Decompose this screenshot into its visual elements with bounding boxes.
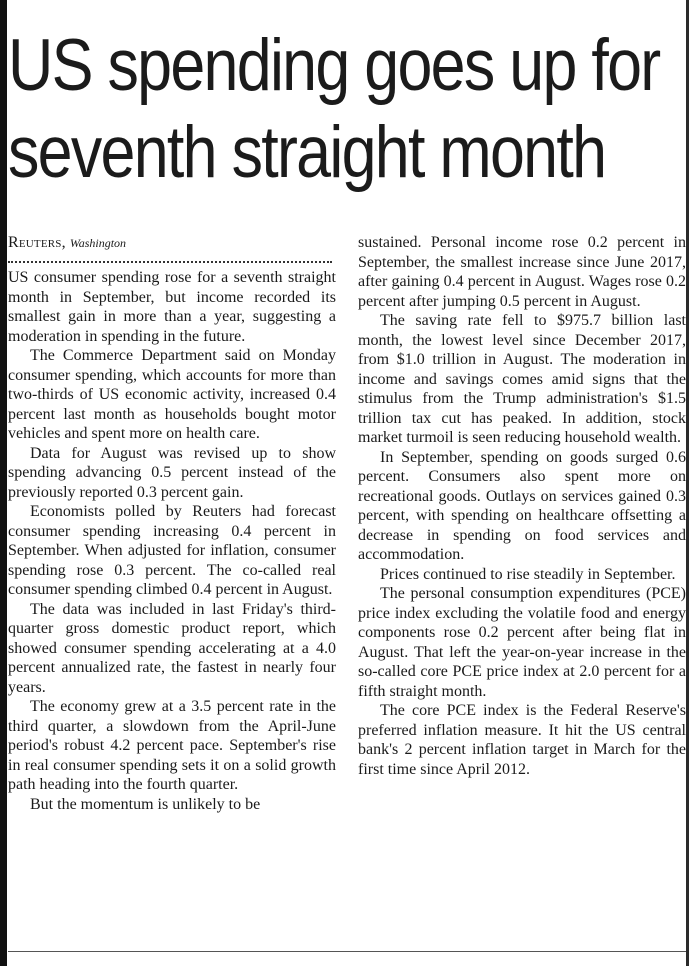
headline — [8, 22, 660, 196]
paragraph-12: The core PCE index is the Federal Reserve's preferred inflation measure. It hit the US central bank's 2 percent inflation target in March for the first time since April 2012. — [358, 702, 686, 778]
headline-line-2: seventh straight month — [8, 112, 606, 193]
article-column-right — [358, 233, 686, 779]
paragraph-7: But the momentum is unlikely to be — [30, 795, 261, 813]
paragraph-5: The data was included in last Friday's third-quarter gross domestic product report, which showed consumer spending accelerating at a 4.0 percent annualized rate, the fastest in nearly four years. — [8, 600, 336, 696]
paragraph-4: Economists polled by Reuters had forecast consumer spending increasing 0.4 percent in September. When adjusted for inflation, consumer spending rose 0.3 percent. The co-called real consumer spending climbed 0.4 percent in August. — [8, 503, 336, 598]
paragraph-2: The Commerce Department said on Monday consumer spending, which accounts for more than two-thirds of US economic activity, increased 0.4 percent last month as households bought motor vehicles and spent more on health care. — [8, 347, 336, 442]
paragraph-9: In September, spending on goods surged 0.6 percent. Consumers also spent more on recreational goods. Outlays on services gained 0.3 percent, with spending on healthcare offsetting a decrease in spending on food services and accommodation. — [358, 448, 686, 563]
headline-line-1: US spending goes up for — [8, 25, 660, 106]
byline-dateline: Washington — [69, 236, 127, 250]
page-edge-bar — [0, 0, 7, 966]
paragraph-10: Prices continued to rise steadily in September. — [380, 565, 676, 583]
paragraph-6: The economy grew at a 3.5 percent rate in the third quarter, a slowdown from the April-June period's robust 4.2 percent pace. September's rise in real consumer spending sets it on a solid growth path heading into the fourth quarter. — [8, 698, 336, 793]
byline — [8, 233, 336, 253]
paragraph-3: Data for August was revised up to show spending advancing 0.5 percent instead of the previously reported 0.3 percent gain. — [8, 444, 336, 501]
paragraph-11: The personal consumption expenditures (PCE) price index excluding the volatile food and energy components rose 0.2 percent after being flat in August. That left the year-on-year increase in the so-called core PCE price index at 2.0 percent for a fifth straight month. — [358, 585, 686, 700]
paragraph-8: The saving rate fell to $975.7 billion last month, the lowest level since December 2017, from $1.0 trillion in August. The moderation in income and savings comes amid signs that the stimulus from the Trump administration's $1.5 trillion tax cut has peaked. In addition, stock market turmoil is seen reducing household wealth. — [358, 312, 686, 446]
paragraph-7-continued: sustained. Personal income rose 0.2 percent in September, the smallest increase since June 2017, after gaining 0.4 percent in August. Wages rose 0.2 percent after jumping 0.5 percent in August. — [358, 234, 686, 310]
article-column-left — [8, 233, 336, 814]
byline-agency: Reuters, — [8, 234, 66, 251]
bottom-rule — [8, 951, 686, 952]
byline-dotted-divider — [8, 261, 332, 263]
paragraph-1: US consumer spending rose for a seventh straight month in September, but income recorded its smallest gain in more than a year, suggesting a moderation in spending in the future. — [8, 269, 336, 345]
